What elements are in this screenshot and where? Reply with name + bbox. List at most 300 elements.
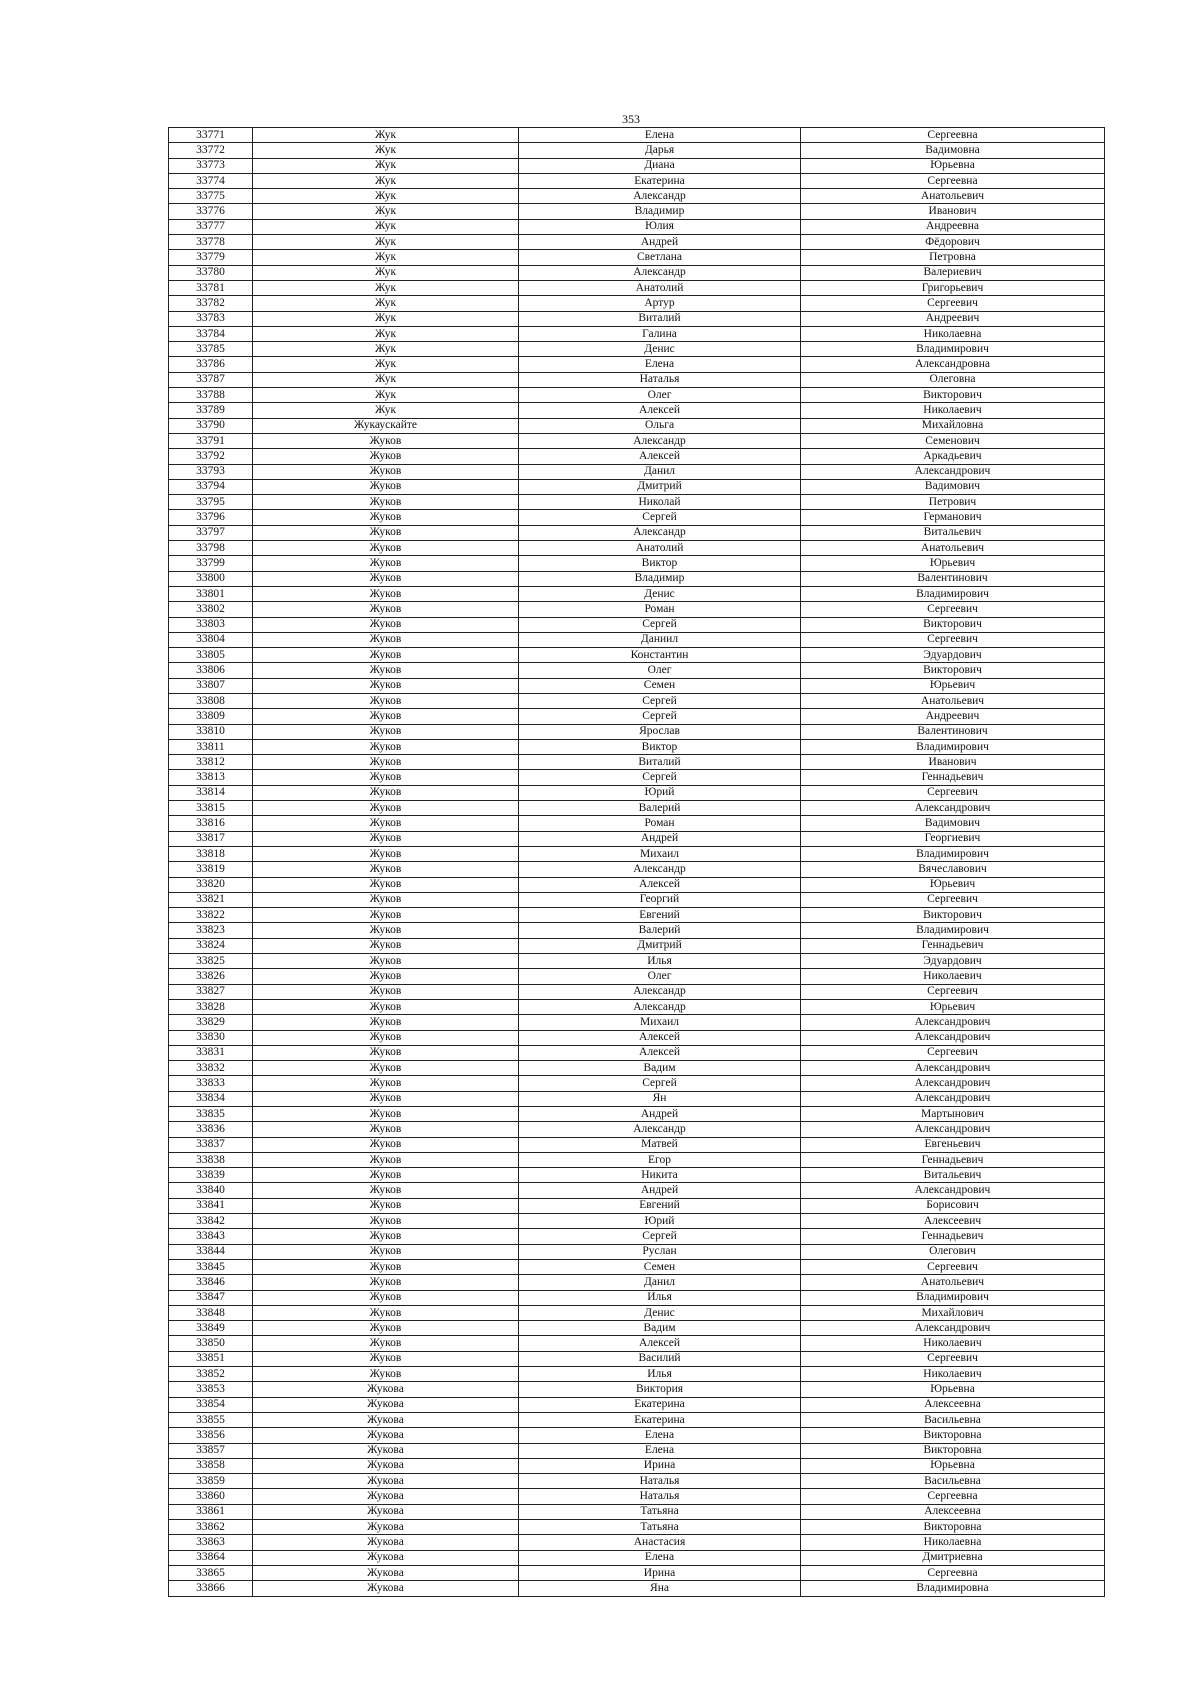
cell-last-name: Жуков	[253, 1107, 519, 1122]
cell-last-name: Жук	[253, 158, 519, 173]
cell-last-name: Жуков	[253, 663, 519, 678]
cell-last-name: Жукова	[253, 1550, 519, 1565]
cell-last-name: Жуков	[253, 1229, 519, 1244]
table-row	[169, 464, 1105, 479]
table-row	[169, 999, 1105, 1014]
cell-patronymic: Сергеевич	[801, 1045, 1105, 1060]
table-row	[169, 1428, 1105, 1443]
cell-patronymic: Владимирович	[801, 1290, 1105, 1305]
cell-number: 33778	[169, 235, 253, 250]
cell-patronymic: Анатольевич	[801, 541, 1105, 556]
cell-first-name: Алексей	[519, 449, 801, 464]
cell-last-name: Жуков	[253, 755, 519, 770]
table-row	[169, 770, 1105, 785]
table-row	[169, 602, 1105, 617]
cell-patronymic: Николаевна	[801, 1535, 1105, 1550]
cell-number: 33814	[169, 785, 253, 800]
cell-first-name: Михаил	[519, 846, 801, 861]
table-row	[169, 923, 1105, 938]
cell-number: 33849	[169, 1321, 253, 1336]
table-row	[169, 816, 1105, 831]
cell-first-name: Олег	[519, 663, 801, 678]
table-row	[169, 433, 1105, 448]
cell-patronymic: Викторовна	[801, 1428, 1105, 1443]
cell-last-name: Жуков	[253, 984, 519, 999]
table-row	[169, 571, 1105, 586]
table-row	[169, 801, 1105, 816]
cell-patronymic: Николаевич	[801, 969, 1105, 984]
cell-first-name: Сергей	[519, 709, 801, 724]
table-row	[169, 984, 1105, 999]
cell-first-name: Елена	[519, 1428, 801, 1443]
cell-number: 33856	[169, 1428, 253, 1443]
table-row	[169, 1520, 1105, 1535]
cell-last-name: Жукова	[253, 1412, 519, 1427]
cell-patronymic: Алексеевич	[801, 1214, 1105, 1229]
cell-first-name: Юрий	[519, 785, 801, 800]
cell-number: 33787	[169, 372, 253, 387]
cell-number: 33775	[169, 189, 253, 204]
table-row	[169, 1367, 1105, 1382]
cell-last-name: Жуков	[253, 785, 519, 800]
cell-patronymic: Андреевич	[801, 311, 1105, 326]
cell-number: 33805	[169, 648, 253, 663]
table-row	[169, 1565, 1105, 1580]
cell-patronymic: Викторович	[801, 663, 1105, 678]
cell-number: 33844	[169, 1244, 253, 1259]
cell-patronymic: Андреевна	[801, 219, 1105, 234]
cell-patronymic: Вячеславович	[801, 862, 1105, 877]
cell-number: 33820	[169, 877, 253, 892]
cell-first-name: Елена	[519, 357, 801, 372]
table-row	[169, 1183, 1105, 1198]
cell-number: 33857	[169, 1443, 253, 1458]
cell-number: 33825	[169, 954, 253, 969]
cell-last-name: Жук	[253, 403, 519, 418]
cell-first-name: Валерий	[519, 923, 801, 938]
cell-patronymic: Олеговна	[801, 372, 1105, 387]
cell-number: 33773	[169, 158, 253, 173]
cell-patronymic: Владимирович	[801, 923, 1105, 938]
table-row	[169, 1259, 1105, 1274]
cell-patronymic: Николаевич	[801, 1336, 1105, 1351]
table-row	[169, 693, 1105, 708]
cell-patronymic: Юрьевич	[801, 556, 1105, 571]
cell-last-name: Жуков	[253, 1321, 519, 1336]
table-row	[169, 525, 1105, 540]
cell-patronymic: Мартынович	[801, 1107, 1105, 1122]
table-row	[169, 678, 1105, 693]
table-row	[169, 1061, 1105, 1076]
table-row	[169, 1397, 1105, 1412]
cell-patronymic: Владимирович	[801, 846, 1105, 861]
table-row	[169, 219, 1105, 234]
cell-patronymic: Михайловна	[801, 418, 1105, 433]
cell-first-name: Валерий	[519, 801, 801, 816]
cell-first-name: Сергей	[519, 617, 801, 632]
cell-patronymic: Витальевич	[801, 1168, 1105, 1183]
cell-first-name: Татьяна	[519, 1520, 801, 1535]
cell-number: 33810	[169, 724, 253, 739]
table-row	[169, 449, 1105, 464]
table-row	[169, 632, 1105, 647]
cell-first-name: Виктория	[519, 1382, 801, 1397]
cell-number: 33827	[169, 984, 253, 999]
cell-number: 33812	[169, 755, 253, 770]
cell-last-name: Жуков	[253, 816, 519, 831]
cell-first-name: Наталья	[519, 1489, 801, 1504]
cell-last-name: Жуков	[253, 693, 519, 708]
cell-first-name: Михаил	[519, 1015, 801, 1030]
cell-patronymic: Семенович	[801, 433, 1105, 448]
cell-last-name: Жукова	[253, 1535, 519, 1550]
table-row	[169, 954, 1105, 969]
table-row	[169, 556, 1105, 571]
cell-patronymic: Владимирович	[801, 342, 1105, 357]
cell-last-name: Жуков	[253, 602, 519, 617]
cell-patronymic: Алексеевна	[801, 1504, 1105, 1519]
cell-last-name: Жукова	[253, 1581, 519, 1596]
cell-last-name: Жуков	[253, 709, 519, 724]
cell-first-name: Виталий	[519, 755, 801, 770]
cell-patronymic: Александровна	[801, 357, 1105, 372]
cell-first-name: Вадим	[519, 1321, 801, 1336]
cell-last-name: Жуков	[253, 908, 519, 923]
cell-first-name: Константин	[519, 648, 801, 663]
cell-patronymic: Борисович	[801, 1198, 1105, 1213]
cell-first-name: Наталья	[519, 1474, 801, 1489]
cell-first-name: Светлана	[519, 250, 801, 265]
cell-number: 33852	[169, 1367, 253, 1382]
cell-last-name: Жук	[253, 372, 519, 387]
table-row	[169, 1152, 1105, 1167]
cell-number: 33866	[169, 1581, 253, 1596]
cell-last-name: Жуков	[253, 1183, 519, 1198]
table-row	[169, 265, 1105, 280]
cell-last-name: Жук	[253, 265, 519, 280]
cell-first-name: Сергей	[519, 510, 801, 525]
cell-number: 33804	[169, 632, 253, 647]
cell-patronymic: Григорьевич	[801, 280, 1105, 295]
cell-last-name: Жуков	[253, 724, 519, 739]
cell-first-name: Денис	[519, 586, 801, 601]
cell-first-name: Василий	[519, 1351, 801, 1366]
cell-patronymic: Вадимовна	[801, 143, 1105, 158]
cell-first-name: Александр	[519, 265, 801, 280]
cell-first-name: Александр	[519, 189, 801, 204]
table-row	[169, 1198, 1105, 1213]
cell-number: 33818	[169, 846, 253, 861]
cell-last-name: Жуков	[253, 648, 519, 663]
cell-patronymic: Васильевна	[801, 1474, 1105, 1489]
table-row	[169, 1535, 1105, 1550]
cell-first-name: Сергей	[519, 1076, 801, 1091]
cell-number: 33791	[169, 433, 253, 448]
cell-last-name: Жуков	[253, 1168, 519, 1183]
table-row	[169, 1351, 1105, 1366]
cell-last-name: Жуков	[253, 541, 519, 556]
cell-patronymic: Иванович	[801, 755, 1105, 770]
cell-number: 33777	[169, 219, 253, 234]
cell-number: 33830	[169, 1030, 253, 1045]
cell-last-name: Жуков	[253, 617, 519, 632]
cell-last-name: Жуков	[253, 1351, 519, 1366]
name-roster-table	[168, 127, 1105, 1597]
cell-last-name: Жуков	[253, 510, 519, 525]
cell-first-name: Елена	[519, 128, 801, 143]
cell-first-name: Никита	[519, 1168, 801, 1183]
cell-patronymic: Эдуардович	[801, 954, 1105, 969]
cell-number: 33843	[169, 1229, 253, 1244]
table-row	[169, 1122, 1105, 1137]
cell-first-name: Ирина	[519, 1565, 801, 1580]
cell-number: 33860	[169, 1489, 253, 1504]
cell-first-name: Роман	[519, 816, 801, 831]
cell-patronymic: Петрович	[801, 495, 1105, 510]
cell-number: 33824	[169, 938, 253, 953]
cell-patronymic: Сергеевич	[801, 984, 1105, 999]
cell-last-name: Жук	[253, 128, 519, 143]
cell-last-name: Жуков	[253, 954, 519, 969]
table-row	[169, 846, 1105, 861]
cell-patronymic: Юрьевна	[801, 1382, 1105, 1397]
table-row	[169, 1214, 1105, 1229]
table-row	[169, 1321, 1105, 1336]
cell-first-name: Яна	[519, 1581, 801, 1596]
cell-patronymic: Валентинович	[801, 724, 1105, 739]
cell-last-name: Жуков	[253, 1275, 519, 1290]
cell-number: 33781	[169, 280, 253, 295]
cell-last-name: Жуков	[253, 1091, 519, 1106]
cell-last-name: Жуков	[253, 1045, 519, 1060]
cell-patronymic: Валериевич	[801, 265, 1105, 280]
cell-first-name: Александр	[519, 525, 801, 540]
cell-patronymic: Александрович	[801, 1015, 1105, 1030]
cell-last-name: Жуков	[253, 1137, 519, 1152]
roster-body	[169, 128, 1105, 1597]
cell-number: 33837	[169, 1137, 253, 1152]
cell-last-name: Жуков	[253, 586, 519, 601]
cell-last-name: Жуков	[253, 1244, 519, 1259]
cell-first-name: Александр	[519, 433, 801, 448]
cell-patronymic: Викторович	[801, 617, 1105, 632]
cell-last-name: Жуков	[253, 1030, 519, 1045]
cell-patronymic: Петровна	[801, 250, 1105, 265]
cell-first-name: Сергей	[519, 693, 801, 708]
cell-number: 33829	[169, 1015, 253, 1030]
cell-last-name: Жуков	[253, 801, 519, 816]
table-row	[169, 296, 1105, 311]
cell-number: 33858	[169, 1458, 253, 1473]
table-row	[169, 1168, 1105, 1183]
cell-number: 33808	[169, 693, 253, 708]
table-row	[169, 892, 1105, 907]
table-row	[169, 862, 1105, 877]
cell-first-name: Алексей	[519, 1030, 801, 1045]
cell-patronymic: Вадимович	[801, 479, 1105, 494]
cell-last-name: Жукова	[253, 1489, 519, 1504]
cell-last-name: Жуков	[253, 1367, 519, 1382]
cell-patronymic: Сергеевич	[801, 892, 1105, 907]
table-row	[169, 143, 1105, 158]
cell-first-name: Семен	[519, 678, 801, 693]
cell-last-name: Жуков	[253, 1305, 519, 1320]
cell-number: 33859	[169, 1474, 253, 1489]
table-row	[169, 158, 1105, 173]
table-row	[169, 418, 1105, 433]
cell-number: 33776	[169, 204, 253, 219]
cell-last-name: Жуков	[253, 479, 519, 494]
table-row	[169, 250, 1105, 265]
cell-last-name: Жуков	[253, 862, 519, 877]
cell-last-name: Жуков	[253, 938, 519, 953]
cell-last-name: Жуков	[253, 846, 519, 861]
cell-last-name: Жукова	[253, 1382, 519, 1397]
cell-last-name: Жуков	[253, 1198, 519, 1213]
cell-first-name: Илья	[519, 1367, 801, 1382]
cell-patronymic: Александрович	[801, 1091, 1105, 1106]
cell-last-name: Жуков	[253, 1061, 519, 1076]
cell-last-name: Жуков	[253, 1214, 519, 1229]
cell-last-name: Жукова	[253, 1443, 519, 1458]
table-row	[169, 785, 1105, 800]
cell-number: 33806	[169, 663, 253, 678]
page-number: 353	[622, 112, 640, 126]
cell-last-name: Жуков	[253, 770, 519, 785]
cell-patronymic: Александрович	[801, 1321, 1105, 1336]
cell-last-name: Жук	[253, 143, 519, 158]
cell-patronymic: Олегович	[801, 1244, 1105, 1259]
table-row	[169, 1550, 1105, 1565]
cell-last-name: Жук	[253, 219, 519, 234]
cell-patronymic: Александрович	[801, 464, 1105, 479]
cell-last-name: Жуков	[253, 999, 519, 1014]
cell-first-name: Даниил	[519, 632, 801, 647]
cell-last-name: Жук	[253, 326, 519, 341]
cell-number: 33801	[169, 586, 253, 601]
cell-patronymic: Сергеевич	[801, 1351, 1105, 1366]
cell-number: 33847	[169, 1290, 253, 1305]
cell-first-name: Виктор	[519, 556, 801, 571]
cell-first-name: Владимир	[519, 571, 801, 586]
cell-first-name: Виталий	[519, 311, 801, 326]
cell-patronymic: Александрович	[801, 1061, 1105, 1076]
cell-first-name: Сергей	[519, 770, 801, 785]
cell-number: 33772	[169, 143, 253, 158]
cell-first-name: Евгений	[519, 1198, 801, 1213]
cell-patronymic: Геннадьевич	[801, 1152, 1105, 1167]
table-row	[169, 1581, 1105, 1596]
cell-patronymic: Сергеевич	[801, 785, 1105, 800]
cell-last-name: Жук	[253, 280, 519, 295]
cell-patronymic: Евгеньевич	[801, 1137, 1105, 1152]
cell-first-name: Николай	[519, 495, 801, 510]
cell-first-name: Наталья	[519, 372, 801, 387]
cell-first-name: Ольга	[519, 418, 801, 433]
cell-last-name: Жуков	[253, 556, 519, 571]
cell-number: 33850	[169, 1336, 253, 1351]
cell-last-name: Жуков	[253, 525, 519, 540]
cell-last-name: Жукова	[253, 1397, 519, 1412]
table-row	[169, 189, 1105, 204]
cell-number: 33799	[169, 556, 253, 571]
cell-last-name: Жук	[253, 357, 519, 372]
cell-last-name: Жуков	[253, 969, 519, 984]
cell-number: 33833	[169, 1076, 253, 1091]
table-row	[169, 495, 1105, 510]
cell-number: 33788	[169, 388, 253, 403]
cell-number: 33831	[169, 1045, 253, 1060]
cell-first-name: Андрей	[519, 1107, 801, 1122]
cell-first-name: Алексей	[519, 877, 801, 892]
cell-last-name: Жук	[253, 189, 519, 204]
table-row	[169, 1489, 1105, 1504]
cell-last-name: Жуков	[253, 1122, 519, 1137]
table-row	[169, 1229, 1105, 1244]
cell-last-name: Жуков	[253, 1290, 519, 1305]
cell-patronymic: Викторовна	[801, 1443, 1105, 1458]
cell-number: 33822	[169, 908, 253, 923]
cell-last-name: Жук	[253, 250, 519, 265]
table-row	[169, 1336, 1105, 1351]
cell-patronymic: Александрович	[801, 1030, 1105, 1045]
table-row	[169, 204, 1105, 219]
cell-number: 33807	[169, 678, 253, 693]
table-row	[169, 1107, 1105, 1122]
cell-last-name: Жукова	[253, 1565, 519, 1580]
cell-patronymic: Николаевич	[801, 1367, 1105, 1382]
cell-first-name: Екатерина	[519, 173, 801, 188]
cell-number: 33795	[169, 495, 253, 510]
cell-last-name: Жук	[253, 204, 519, 219]
cell-first-name: Денис	[519, 342, 801, 357]
cell-last-name: Жуков	[253, 1076, 519, 1091]
table-row	[169, 739, 1105, 754]
cell-number: 33834	[169, 1091, 253, 1106]
cell-number: 33800	[169, 571, 253, 586]
table-row	[169, 479, 1105, 494]
cell-number: 33821	[169, 892, 253, 907]
table-row	[169, 326, 1105, 341]
table-row	[169, 235, 1105, 250]
cell-patronymic: Сергеевич	[801, 296, 1105, 311]
cell-number: 33819	[169, 862, 253, 877]
cell-last-name: Жук	[253, 342, 519, 357]
cell-number: 33863	[169, 1535, 253, 1550]
cell-first-name: Александр	[519, 999, 801, 1014]
cell-first-name: Алексей	[519, 1045, 801, 1060]
cell-first-name: Галина	[519, 326, 801, 341]
cell-first-name: Андрей	[519, 1183, 801, 1198]
cell-last-name: Жукаускайте	[253, 418, 519, 433]
table-row	[169, 877, 1105, 892]
cell-patronymic: Николаевич	[801, 403, 1105, 418]
cell-patronymic: Анатольевич	[801, 1275, 1105, 1290]
table-row	[169, 1382, 1105, 1397]
cell-first-name: Анатолий	[519, 541, 801, 556]
cell-patronymic: Сергеевна	[801, 128, 1105, 143]
cell-patronymic: Викторович	[801, 908, 1105, 923]
cell-patronymic: Юрьевич	[801, 678, 1105, 693]
cell-first-name: Елена	[519, 1550, 801, 1565]
cell-patronymic: Сергеевна	[801, 1565, 1105, 1580]
cell-first-name: Вадим	[519, 1061, 801, 1076]
table-row	[169, 724, 1105, 739]
cell-first-name: Александр	[519, 862, 801, 877]
cell-last-name: Жуков	[253, 1015, 519, 1030]
cell-last-name: Жукова	[253, 1504, 519, 1519]
cell-number: 33826	[169, 969, 253, 984]
